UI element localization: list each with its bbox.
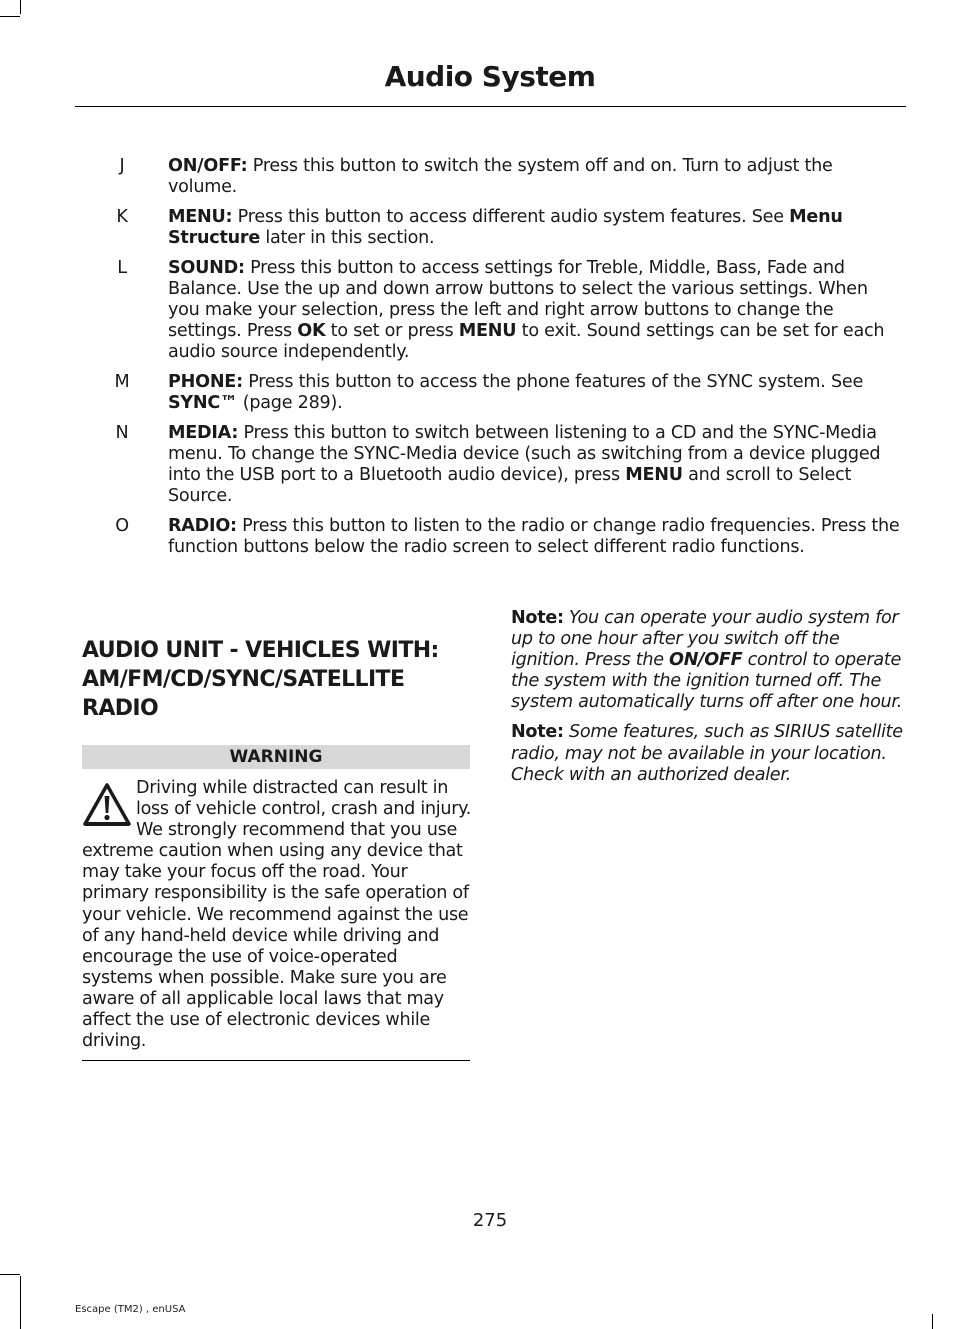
crop-mark [20,1276,21,1329]
note [511,722,903,785]
item-key: M [114,372,130,392]
item-text: to exit. Sound settings can be set for each audio source independently. [168,321,885,362]
footer-text: Escape (TM2) , enUSA [75,1304,186,1315]
page-title: Audio System [384,60,596,93]
item-text: to set or press [325,321,459,341]
page-number: 275 [472,1210,508,1231]
item-label: MEDIA: [168,423,239,443]
item-text: Press this button to access settings for Treble, Middle, Bass, Fade and Balance. Use the up and down arrow buttons to select the various settings. When you make your selection, press the left and right arrow buttons to change the settings. Press [168,258,868,341]
item-text: Press this button to switch the system off and on. Turn to adjust the volume. [168,156,833,197]
header-divider [75,106,906,107]
warning-header: WARNING [82,745,470,769]
item-key: O [115,516,129,536]
item-reference: SYNC™ [168,393,238,413]
section-heading: AUDIO UNIT - VEHICLES WITH: AM/FM/CD/SYNC/SATELLITE RADIO [82,638,439,721]
item-key: L [117,258,127,278]
item-text: later in this section. [260,228,435,248]
crop-mark [0,1274,20,1275]
item-label: SOUND: [168,258,245,278]
list-item [110,516,900,558]
note-text: Some features, such as SIRIUS satellite radio, may not be available in your location. Check with an authorized dealer. [511,722,903,785]
list-item [110,372,900,414]
list-item [110,258,900,363]
item-emphasis: OK [297,321,326,341]
item-text: Press this button to switch between listening to a CD and the SYNC-Media menu. To change the SYNC-Media device (such as switching from a device plugged into the USB port to a Bluetooth audio device), press [168,423,881,485]
item-label: ON/OFF: [168,156,248,176]
item-text: Press this button to access different audio system features. See [232,207,790,227]
crop-mark [0,16,20,17]
note-label: Note: [511,722,564,743]
note-text: You can operate your audio system for up to one hour after you switch off the ignition. Press the [511,608,899,671]
crop-mark [20,0,21,14]
item-key: N [115,423,129,443]
item-emphasis: MENU [625,465,683,485]
warning-triangle-icon [82,782,132,828]
note-text: control to operate the system with the ignition turned off. The system automatically turns off after one hour. [511,650,903,713]
item-key: K [116,207,128,227]
notes-column [511,608,903,795]
item-label: PHONE: [168,372,243,392]
list-item [110,156,900,198]
list-item [110,423,900,507]
item-text: (page 289). [237,393,343,413]
list-item [110,207,900,249]
warning-box [82,778,472,1052]
item-text: Press this button to listen to the radio or change radio frequencies. Press the function buttons below the radio screen to select different radio functions. [168,516,900,557]
item-text: and scroll to Select Source. [168,465,852,506]
item-label: MENU: [168,207,233,227]
crop-mark [932,1314,933,1329]
note [511,608,903,713]
item-label: RADIO: [168,516,237,536]
item-text: Press this button to access the phone features of the SYNC system. See [242,372,864,392]
button-description-list [110,156,900,567]
warning-text: Driving while distracted can result in loss of vehicle control, crash and injury. We strongly recommend that you use extreme caution when using any device that may take your focus off the road. Your primary responsibility is the safe operation of your vehicle. We recommend against the use of any hand-held device while driving and encourage the use of voice-operated systems when possible. Make sure you are aware of all applicable local laws that may affect the use of electronic devices while driving. [82,778,472,1052]
warning-divider [82,1060,470,1061]
note-emphasis: ON/OFF [669,650,743,671]
item-key: J [119,156,125,176]
item-emphasis: MENU [458,321,517,341]
item-reference: Menu Structure [168,207,843,248]
note-label: Note: [511,608,564,628]
